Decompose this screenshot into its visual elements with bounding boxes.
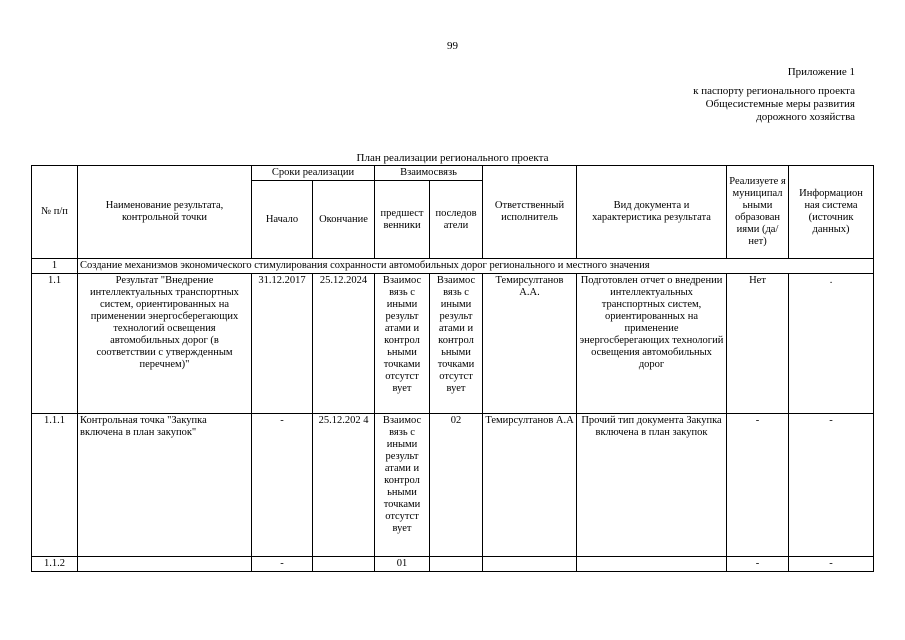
header-info: Информацион ная система (источник данных) (789, 166, 874, 259)
row-end: 25.12.202 4 (313, 414, 375, 557)
header-relation: Взаимосвязь (375, 166, 483, 181)
header-start: Начало (252, 181, 313, 259)
header-succ: последов атели (430, 181, 483, 259)
row-responsible (483, 557, 577, 572)
row-pred: 01 (375, 557, 430, 572)
header-name: Наименование результата, контрольной точки (78, 166, 252, 259)
row-responsible: Темирсултанов А.А. (483, 274, 577, 414)
header-municipal: Реализуете я муниципал ьными образован иями (да/нет) (727, 166, 789, 259)
row-municipal: - (727, 557, 789, 572)
row-info: . (789, 274, 874, 414)
row-name: Результат "Внедрение интеллектуальных транспортных систем, ориентированных на применении энергосберегающих технологий освещения автомобильных дорог (в соответствии с утвержденным перечнем)" (78, 274, 252, 414)
appendix-title: Приложение 1 (787, 66, 855, 78)
row-info: - (789, 414, 874, 557)
row-doc (577, 557, 727, 572)
row-start: - (252, 414, 313, 557)
plan-table (31, 165, 874, 572)
appendix-line: к паспорту регионального проекта (693, 85, 855, 97)
table-row (32, 557, 874, 572)
header-terms: Сроки реализации (252, 166, 375, 181)
appendix-line: дорожного хозяйства (756, 111, 855, 123)
header-num: № п/п (32, 166, 78, 259)
header-doc: Вид документа и характеристика результата (577, 166, 727, 259)
row-pred: Взаимос вязь с иными результ атами и контрол ьными точками отсутст вует (375, 274, 430, 414)
row-name (78, 557, 252, 572)
row-end: 25.12.2024 (313, 274, 375, 414)
header-responsible: Ответственный исполнитель (483, 166, 577, 259)
table-row (32, 414, 874, 557)
appendix-block (693, 66, 855, 124)
row-responsible: Темирсултанов А.А (483, 414, 577, 557)
header-pred: предшест венники (375, 181, 430, 259)
row-doc: Подготовлен отчет о внедрении интеллектуальных транспортных систем, ориентированных на применение энергосберегающих технологий освещения автомобильных дорог (577, 274, 727, 414)
row-start: 31.12.2017 (252, 274, 313, 414)
row-succ: Взаимос вязь с иными результ атами и контрол ьными точками отсутст вует (430, 274, 483, 414)
header-end: Окончание (313, 181, 375, 259)
row-pred: Взаимос вязь с иными результ атами и контрол ьными точками отсутст вует (375, 414, 430, 557)
row-num: 1.1 (32, 274, 78, 414)
row-start: - (252, 557, 313, 572)
appendix-line: Общесистемные меры развития (705, 98, 855, 110)
section-title: Создание механизмов экономического стимулирования сохранности автомобильных дорог регионального и местного значения (78, 259, 874, 274)
row-municipal: - (727, 414, 789, 557)
row-num: 1.1.2 (32, 557, 78, 572)
row-num: 1.1.1 (32, 414, 78, 557)
row-municipal: Нет (727, 274, 789, 414)
table-row (32, 274, 874, 414)
page-number: 99 (447, 40, 458, 52)
section-num: 1 (32, 259, 78, 274)
row-end (313, 557, 375, 572)
plan-title: План реализации регионального проекта (356, 152, 549, 164)
row-doc: Прочий тип документа Закупка включена в план закупок (577, 414, 727, 557)
row-info: - (789, 557, 874, 572)
row-succ (430, 557, 483, 572)
row-name: Контрольная точка "Закупка включена в план закупок" (78, 414, 252, 557)
row-succ: 02 (430, 414, 483, 557)
